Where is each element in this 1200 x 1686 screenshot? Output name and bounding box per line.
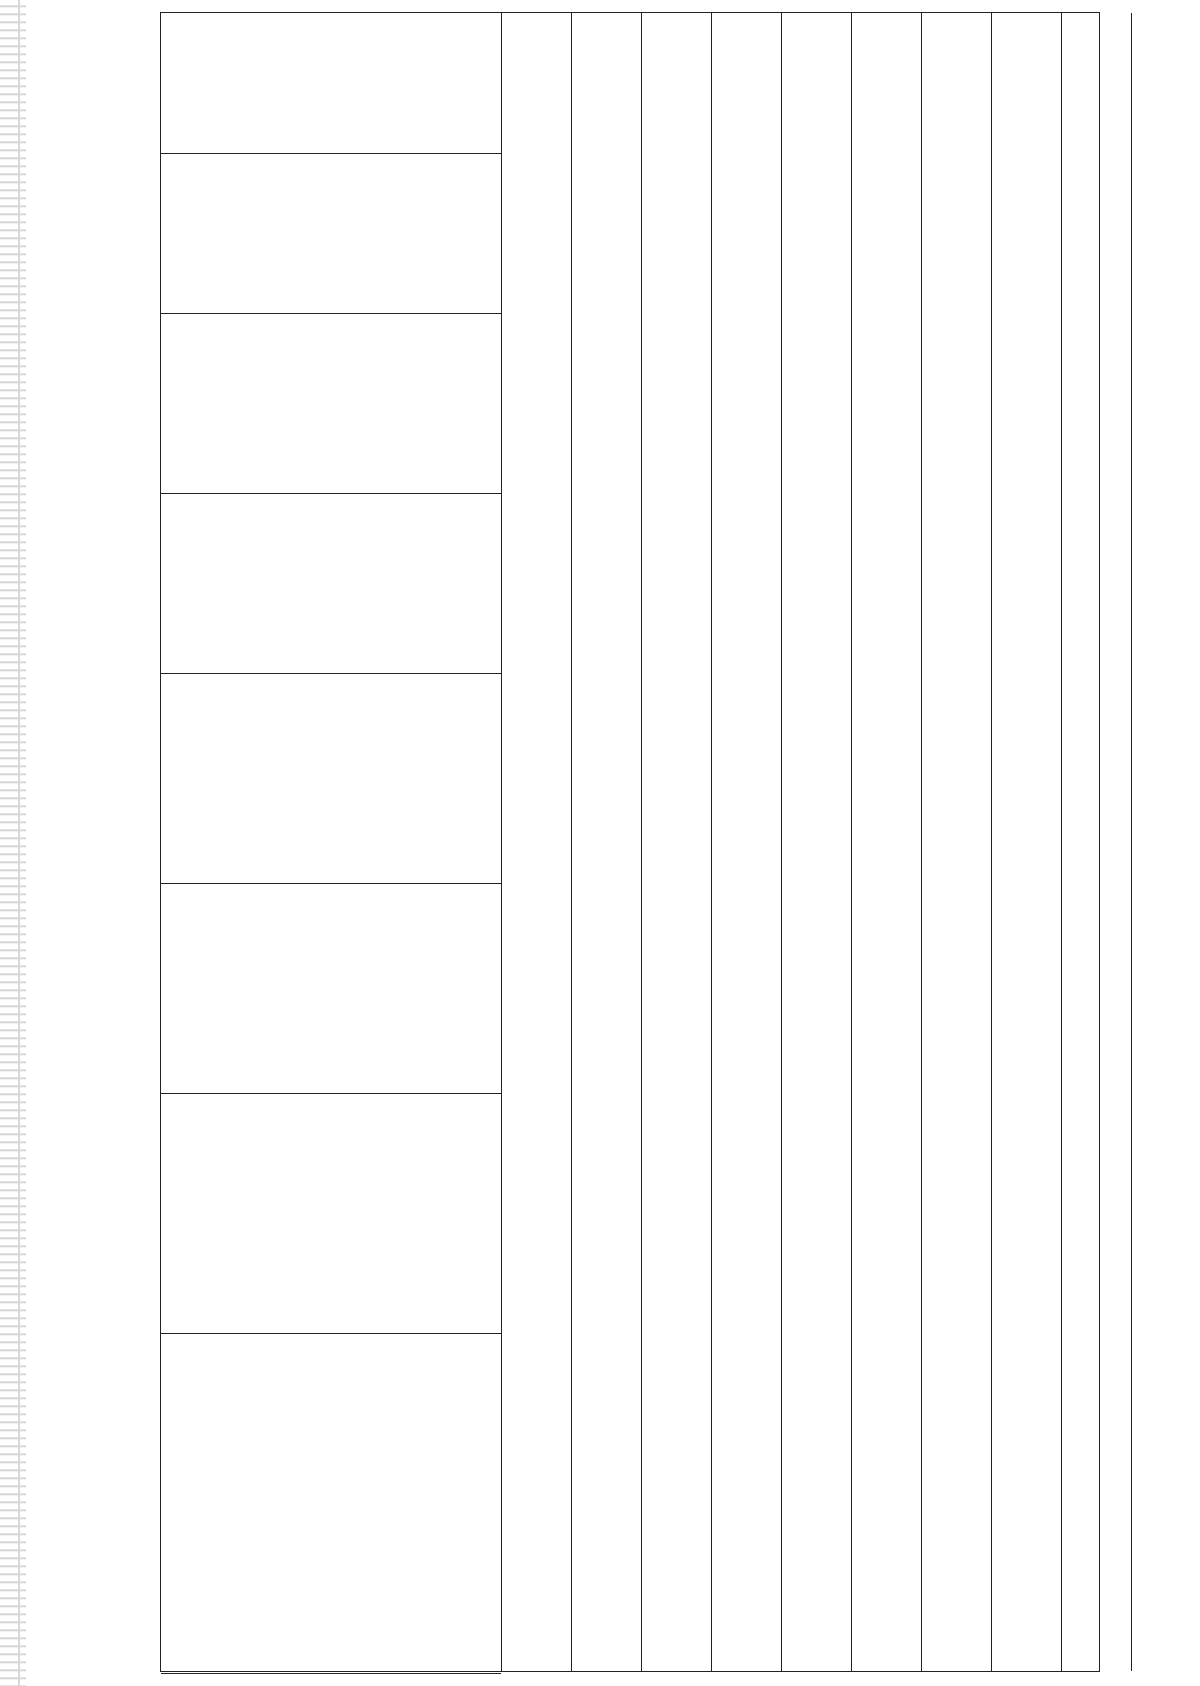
data-area	[501, 13, 1099, 1671]
table-column	[991, 13, 1062, 1671]
row-header-area	[161, 13, 502, 1671]
header-block	[161, 1333, 501, 1674]
header-block	[161, 153, 501, 314]
table-column	[1061, 13, 1132, 1671]
header-block	[161, 493, 501, 674]
table-column	[921, 13, 992, 1671]
table-column	[571, 13, 642, 1671]
table-column	[501, 13, 572, 1671]
header-block	[161, 13, 501, 154]
table-column	[781, 13, 852, 1671]
header-block	[161, 1093, 501, 1334]
table-column	[711, 13, 782, 1671]
document-page	[160, 12, 1100, 1672]
rotated-table	[161, 13, 1099, 1671]
header-block	[161, 673, 501, 884]
table-column	[851, 13, 922, 1671]
header-block	[161, 313, 501, 494]
table-column	[641, 13, 712, 1671]
scan-edge	[0, 0, 26, 1686]
header-block	[161, 883, 501, 1094]
